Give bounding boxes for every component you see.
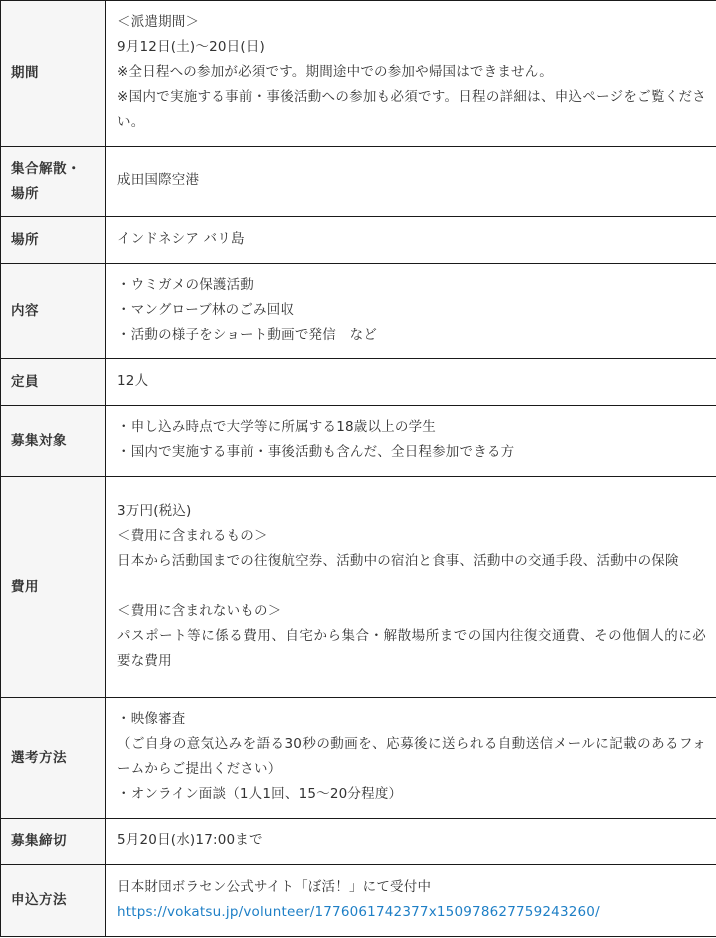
period-line: 9月12日(土)〜20日(日) [117, 39, 266, 55]
capacity-label: 定員 [1, 359, 106, 406]
row-meeting [1, 147, 716, 217]
meeting-label-line: 場所 [11, 185, 39, 202]
target-line: ・申し込み時点で大学等に所属する18歳以上の学生 [117, 419, 436, 435]
fee-label: 費用 [1, 477, 106, 698]
row-selection [1, 698, 716, 819]
apply-text: 日本財団ボラセン公式サイト「ぼ活！」にて受付中 [117, 878, 432, 895]
apply-label: 申込方法 [1, 865, 106, 937]
selection-value [106, 698, 716, 819]
content-line: ・活動の様子をショート動画で発信 など [117, 326, 378, 343]
period-line: ※国内で実施する事前・事後活動への参加も必須です。日程の詳細は、申込ページをご覧ください。 [117, 89, 706, 130]
content-line: ・ウミガメの保護活動 [117, 276, 254, 293]
content-line: ・マングローブ林のごみ回収 [117, 301, 295, 318]
content-label: 内容 [1, 264, 106, 359]
apply-value [106, 865, 716, 937]
target-value [106, 406, 716, 477]
selection-line: ・オンライン面談（1人1回、15〜20分程度） [117, 786, 403, 802]
target-line: ・国内で実施する事前・事後活動も含んだ、全日程参加できる方 [117, 444, 515, 460]
apply-link[interactable]: https://vokatsu.jp/volunteer/1776061742377x150978627759243260/ [117, 903, 600, 920]
fee-spacer [117, 574, 706, 599]
row-deadline [1, 819, 716, 865]
selection-line: （ご自身の意気込みを語る30秒の動画を、応募後に送られる自動送信メールに記載のあるフォームからご提出ください） [117, 736, 706, 777]
row-place [1, 217, 716, 264]
fee-included-heading: ＜費用に含まれるもの＞ [117, 527, 268, 544]
row-period [1, 1, 716, 147]
period-line: ※全日程への参加が必須です。期間途中での参加や帰国はできません。 [117, 64, 553, 80]
target-label: 募集対象 [1, 406, 106, 477]
row-apply [1, 865, 716, 937]
period-line: ＜派遣期間＞ [117, 14, 200, 30]
fee-excluded-heading: ＜費用に含まれないもの＞ [117, 602, 282, 619]
row-target [1, 406, 716, 477]
deadline-value: 5月20日(水)17:00まで [106, 819, 716, 865]
place-label: 場所 [1, 217, 106, 264]
row-capacity [1, 359, 716, 406]
period-label: 期間 [1, 1, 106, 147]
meeting-label [1, 147, 106, 217]
fee-amount: 3万円(税込) [117, 502, 192, 519]
deadline-label: 募集締切 [1, 819, 106, 865]
fee-excluded-text: パスポート等に係る費用、自宅から集合・解散場所までの国内往復交通費、その他個人的に必要な費用 [117, 627, 706, 669]
place-value: インドネシア バリ島 [106, 217, 716, 264]
meeting-label-line: 集合解散・ [11, 160, 81, 177]
capacity-value: 12人 [106, 359, 716, 406]
selection-line: ・映像審査 [117, 711, 186, 727]
fee-included-text: 日本から活動国までの往復航空券、活動中の宿泊と食事、活動中の交通手段、活動中の保険 [117, 552, 679, 569]
row-content [1, 264, 716, 359]
period-value [106, 1, 716, 147]
fee-value [106, 477, 716, 698]
meeting-value: 成田国際空港 [106, 147, 716, 217]
selection-label: 選考方法 [1, 698, 106, 819]
row-fee [1, 477, 716, 698]
content-value [106, 264, 716, 359]
